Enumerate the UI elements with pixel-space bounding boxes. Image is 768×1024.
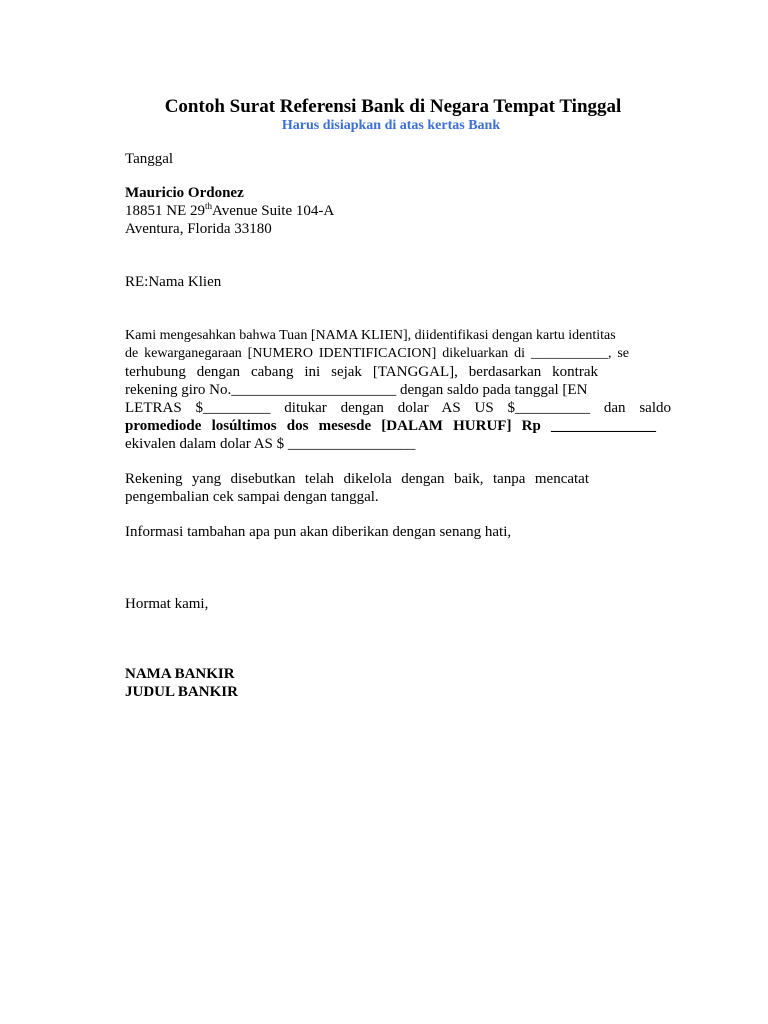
- address-number: 18851 NE 29: [125, 203, 205, 219]
- letter-title: Contoh Surat Referensi Bank di Negara Tempat Tinggal: [164, 96, 622, 117]
- signature-name: NAMA BANKIR: [125, 666, 235, 682]
- recipient-address-line2: Aventura, Florida 33180: [125, 221, 272, 237]
- closing: Hormat kami,: [125, 596, 209, 612]
- body-line-5: LETRAS $_________ ditukar dengan dolar AS US $__________ dan saldo: [125, 400, 671, 416]
- body-line-1: Kami mengesahkan bahwa Tuan [NAMA KLIEN], diidentifikasi dengan kartu identitas: [125, 328, 616, 343]
- paragraph3: Informasi tambahan apa pun akan diberikan dengan senang hati,: [125, 524, 512, 540]
- re-line: RE:Nama Klien: [125, 274, 222, 290]
- address-ordinal: th: [205, 201, 213, 211]
- body-line-7: ekivalen dalam dolar AS $ _________________: [125, 436, 416, 452]
- recipient-address-line1: [125, 202, 334, 220]
- body-line-6: promediode losúltimos dos mesesde [DALAM HURUF] Rp ______________: [125, 418, 656, 434]
- signature-title: JUDUL BANKIR: [125, 684, 238, 700]
- date-label: Tanggal: [125, 151, 174, 167]
- address-street: Avenue Suite 104-A: [212, 203, 335, 219]
- body-line-4: rekening giro No.______________________ dengan saldo pada tanggal [EN: [125, 382, 588, 398]
- body-line-2: de kewarganegaraan [NUMERO IDENTIFICACION] dikeluarkan di ___________, se: [125, 346, 629, 361]
- body-line-3: terhubung dengan cabang ini sejak [TANGGAL], berdasarkan kontrak: [125, 364, 598, 380]
- paragraph2-line-2: pengembalian cek sampai dengan tanggal.: [125, 489, 379, 505]
- letter-subtitle: Harus disiapkan di atas kertas Bank: [281, 118, 501, 133]
- paragraph2-line-1: Rekening yang disebutkan telah dikelola dengan baik, tanpa mencatat: [125, 471, 589, 487]
- recipient-name: Mauricio Ordonez: [125, 185, 244, 201]
